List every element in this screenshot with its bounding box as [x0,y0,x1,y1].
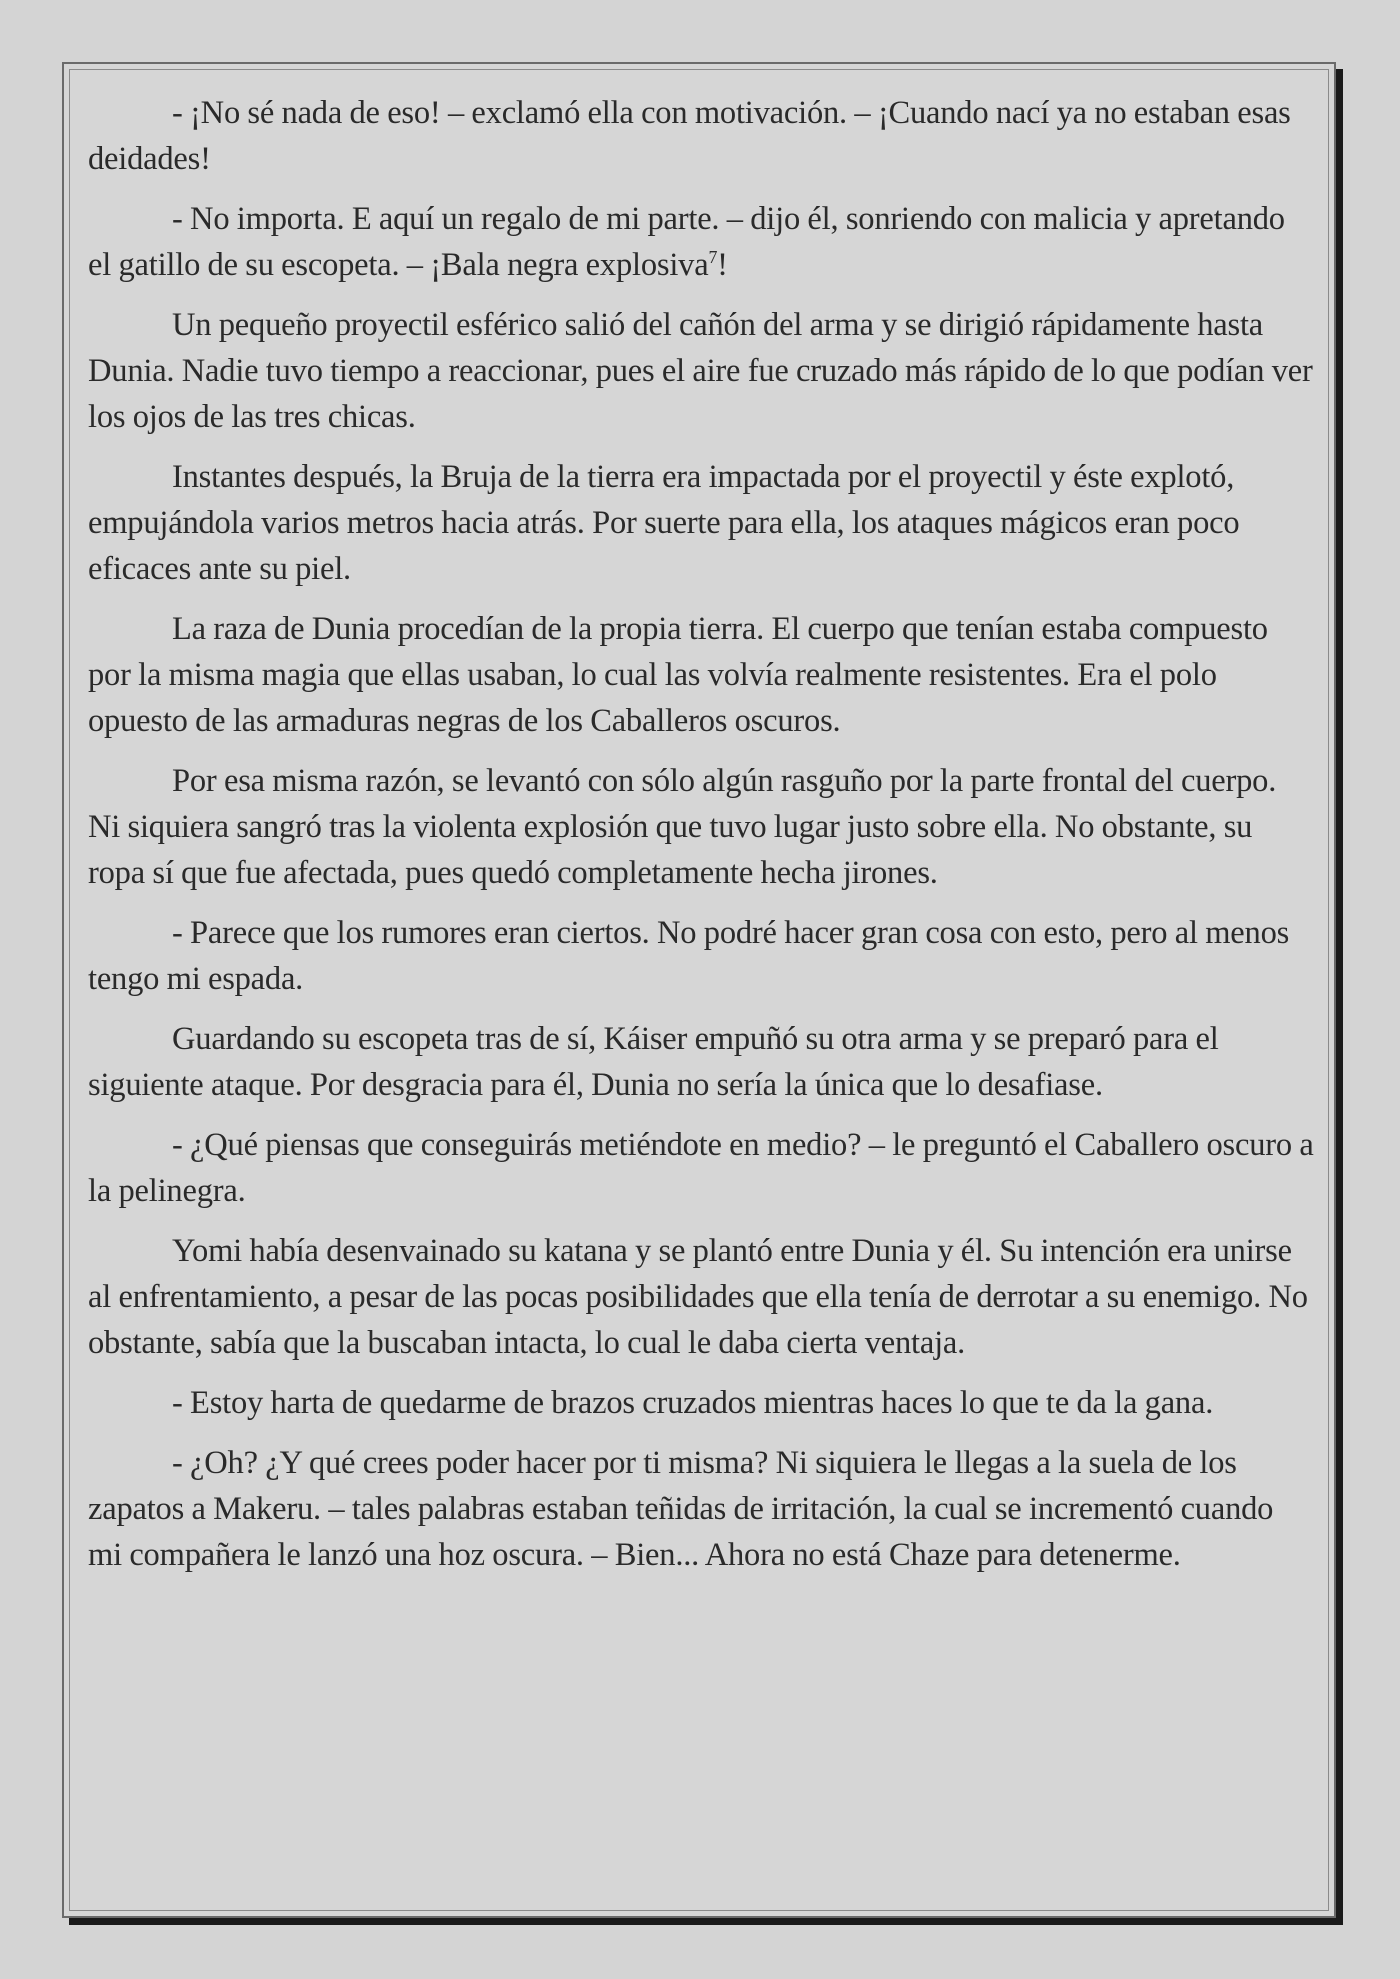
paragraph-8: Guardando su escopeta tras de sí, Káiser empuñó su otra arma y se preparó para el siguiente ataque. Por desgracia para él, Dunia no sería la única que lo desafiase. [88,1021,1219,1103]
paragraph-2-end: ! [717,247,728,283]
paragraph-11: - Estoy harta de quedarme de brazos cruzados mientras haces lo que te da la gana. [172,1385,1214,1421]
page-frame [62,62,1336,1918]
page-text [88,90,1314,1592]
paragraph-9: - ¿Qué piensas que conseguirás metiéndote en medio? – le preguntó el Caballero oscuro a la pelinegra. [88,1127,1314,1209]
paragraph-3: Un pequeño proyectil esférico salió del cañón del arma y se dirigió rápidamente hasta Dunia. Nadie tuvo tiempo a reaccionar, pues el aire fue cruzado más rápido de lo que podían ver los ojos de las tres chicas. [88,307,1313,435]
paragraph-1: - ¡No sé nada de eso! – exclamó ella con motivación. – ¡Cuando nací ya no estaban esas deidades! [88,95,1291,177]
paragraph-10: Yomi había desenvainado su katana y se plantó entre Dunia y él. Su intención era unirse al enfrentamiento, a pesar de las pocas posibilidades que ella tenía de derrotar a su enemigo. No obstante, sabía que la buscaban intacta, lo cual le daba cierta ventaja. [88,1233,1308,1361]
page-inner-border [69,69,1329,1911]
paragraph-6: Por esa misma razón, se levantó con sólo algún rasguño por la parte frontal del cuerpo. Ni siquiera sangró tras la violenta explosión que tuvo lugar justo sobre ella. No obstante, su ropa sí que fue afectada, pues quedó completamente hecha jirones. [88,763,1277,891]
paragraph-5: La raza de Dunia procedían de la propia tierra. El cuerpo que tenían estaba compuesto por la misma magia que ellas usaban, lo cual las volvía realmente resistentes. Era el polo opuesto de las armaduras negras de los Caballeros oscuros. [88,611,1268,739]
paragraph-7: - Parece que los rumores eran ciertos. No podré hacer gran cosa con esto, pero al menos tengo mi espada. [88,915,1290,997]
paragraph-12: - ¿Oh? ¿Y qué crees poder hacer por ti misma? Ni siquiera le llegas a la suela de los zapatos a Makeru. – tales palabras estaban teñidas de irritación, la cual se incrementó cuando mi compañera le lanzó una hoz oscura. – Bien... Ahora no está Chaze para detenerme. [88,1445,1274,1573]
paragraph-4: Instantes después, la Bruja de la tierra era impactada por el proyectil y éste explotó, empujándola varios metros hacia atrás. Por suerte para ella, los ataques mágicos eran poco eficaces ante su piel. [88,459,1240,587]
paragraph-2 [88,196,1314,288]
footnote-marker: 7 [708,247,718,268]
paragraph-2-text: - No importa. E aquí un regalo de mi parte. – dijo él, sonriendo con malicia y apretando el gatillo de su escopeta. – ¡Bala negra explosiva [88,201,1285,283]
